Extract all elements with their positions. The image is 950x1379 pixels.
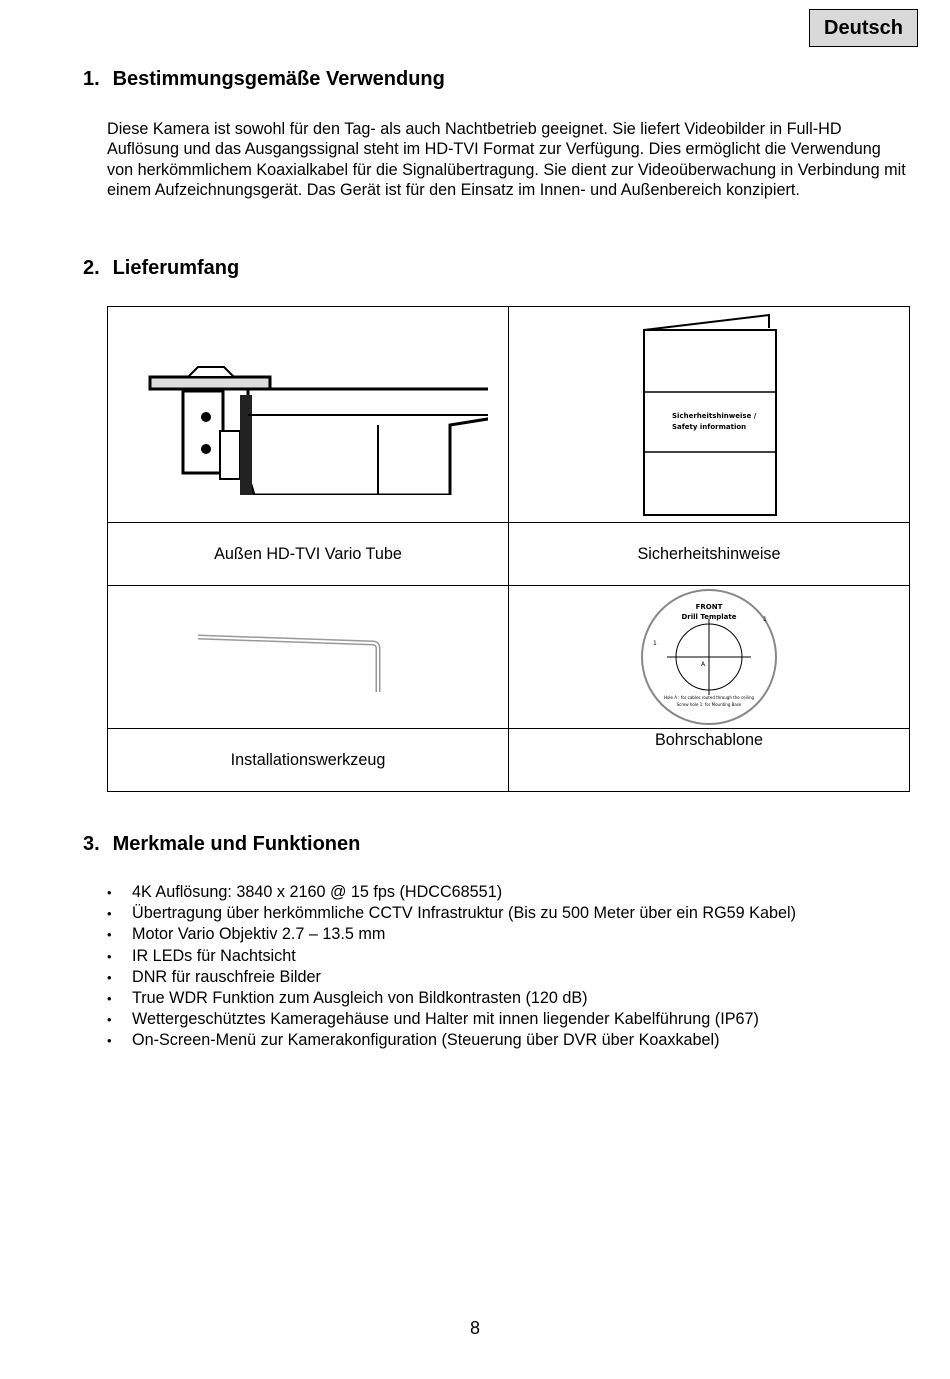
booklet-text-line-2: Safety information [672, 422, 747, 431]
section-number: 3. [83, 833, 100, 855]
section-heading-contents [83, 257, 239, 280]
template-hole-a: A [701, 661, 706, 668]
template-image-cell [509, 586, 910, 729]
tool-image-cell [108, 586, 509, 729]
section-heading-features [83, 833, 360, 856]
contents-label-camera: Außen HD-TVI Vario Tube [108, 523, 509, 586]
booklet-image-cell [509, 307, 910, 523]
list-item: • True WDR Funktion zum Ausgleich von Bildkontrasten (120 dB) [107, 988, 796, 1009]
section-title: Bestimmungsgemäße Verwendung [112, 68, 445, 90]
language-tab: Deutsch [809, 9, 918, 47]
contents-label-template: Bohrschablone [509, 729, 910, 792]
list-item: • Motor Vario Objektiv 2.7 – 13.5 mm [107, 924, 796, 945]
section-title: Lieferumfang [112, 257, 240, 279]
contents-label-tool: Installationswerkzeug [108, 729, 509, 792]
package-contents-table [107, 306, 910, 792]
page-number: 8 [469, 1318, 480, 1338]
booklet-icon [639, 310, 779, 520]
drill-template-icon [639, 587, 779, 727]
hex-key-icon [178, 617, 438, 697]
section-number: 2. [83, 257, 100, 279]
camera-icon [128, 335, 488, 495]
list-item: • DNR für rauschfreie Bilder [107, 967, 796, 988]
list-item: • 4K Auflösung: 3840 x 2160 @ 15 fps (HDCC68551) [107, 882, 796, 903]
template-title: Drill Template [681, 613, 737, 621]
camera-image-cell [108, 307, 509, 523]
section-heading-usage [83, 68, 445, 91]
template-marker-right: 1 [763, 616, 767, 623]
booklet-text-line-1: Sicherheitshinweise / [672, 411, 757, 420]
template-front-label: FRONT [695, 603, 723, 611]
list-item: • IR LEDs für Nachtsicht [107, 946, 796, 967]
intro-paragraph: Diese Kamera ist sowohl für den Tag- als auch Nachtbetrieb geeignet. Sie liefert Videobilder in Full-HD Auflösung und das Ausgangssignal steht im HD-TVI Format zur Verfügung. Dies ermöglicht die Verwendung von herkömmlichem Koaxialkabel für die Signalübertragung. Sie dient zur Videoüberwachung in Verbindung mit einem Aufzeichnungsgerät. Das Gerät ist für den Einsatz im Innen- und Außenbereich konzipiert. [107, 120, 906, 199]
template-note-1: Hole A : for cables routed through the ceiling [663, 695, 755, 700]
contents-label-booklet: Sicherheitshinweise [509, 523, 910, 586]
section-title: Merkmale und Funktionen [112, 833, 361, 855]
list-item: • On-Screen-Menü zur Kamerakonfiguration (Steuerung über DVR über Koaxkabel) [107, 1030, 796, 1051]
section-number: 1. [83, 68, 100, 90]
list-item: • Übertragung über herkömmliche CCTV Infrastruktur (Bis zu 500 Meter über ein RG59 Kabel) [107, 903, 796, 924]
feature-list [107, 882, 796, 1052]
template-marker-left: 1 [653, 640, 657, 647]
list-item: • Wettergeschütztes Kameragehäuse und Halter mit innen liegender Kabelführung (IP67) [107, 1009, 796, 1030]
template-note-2: Screw hole 1: for Mounting Base [676, 702, 742, 707]
